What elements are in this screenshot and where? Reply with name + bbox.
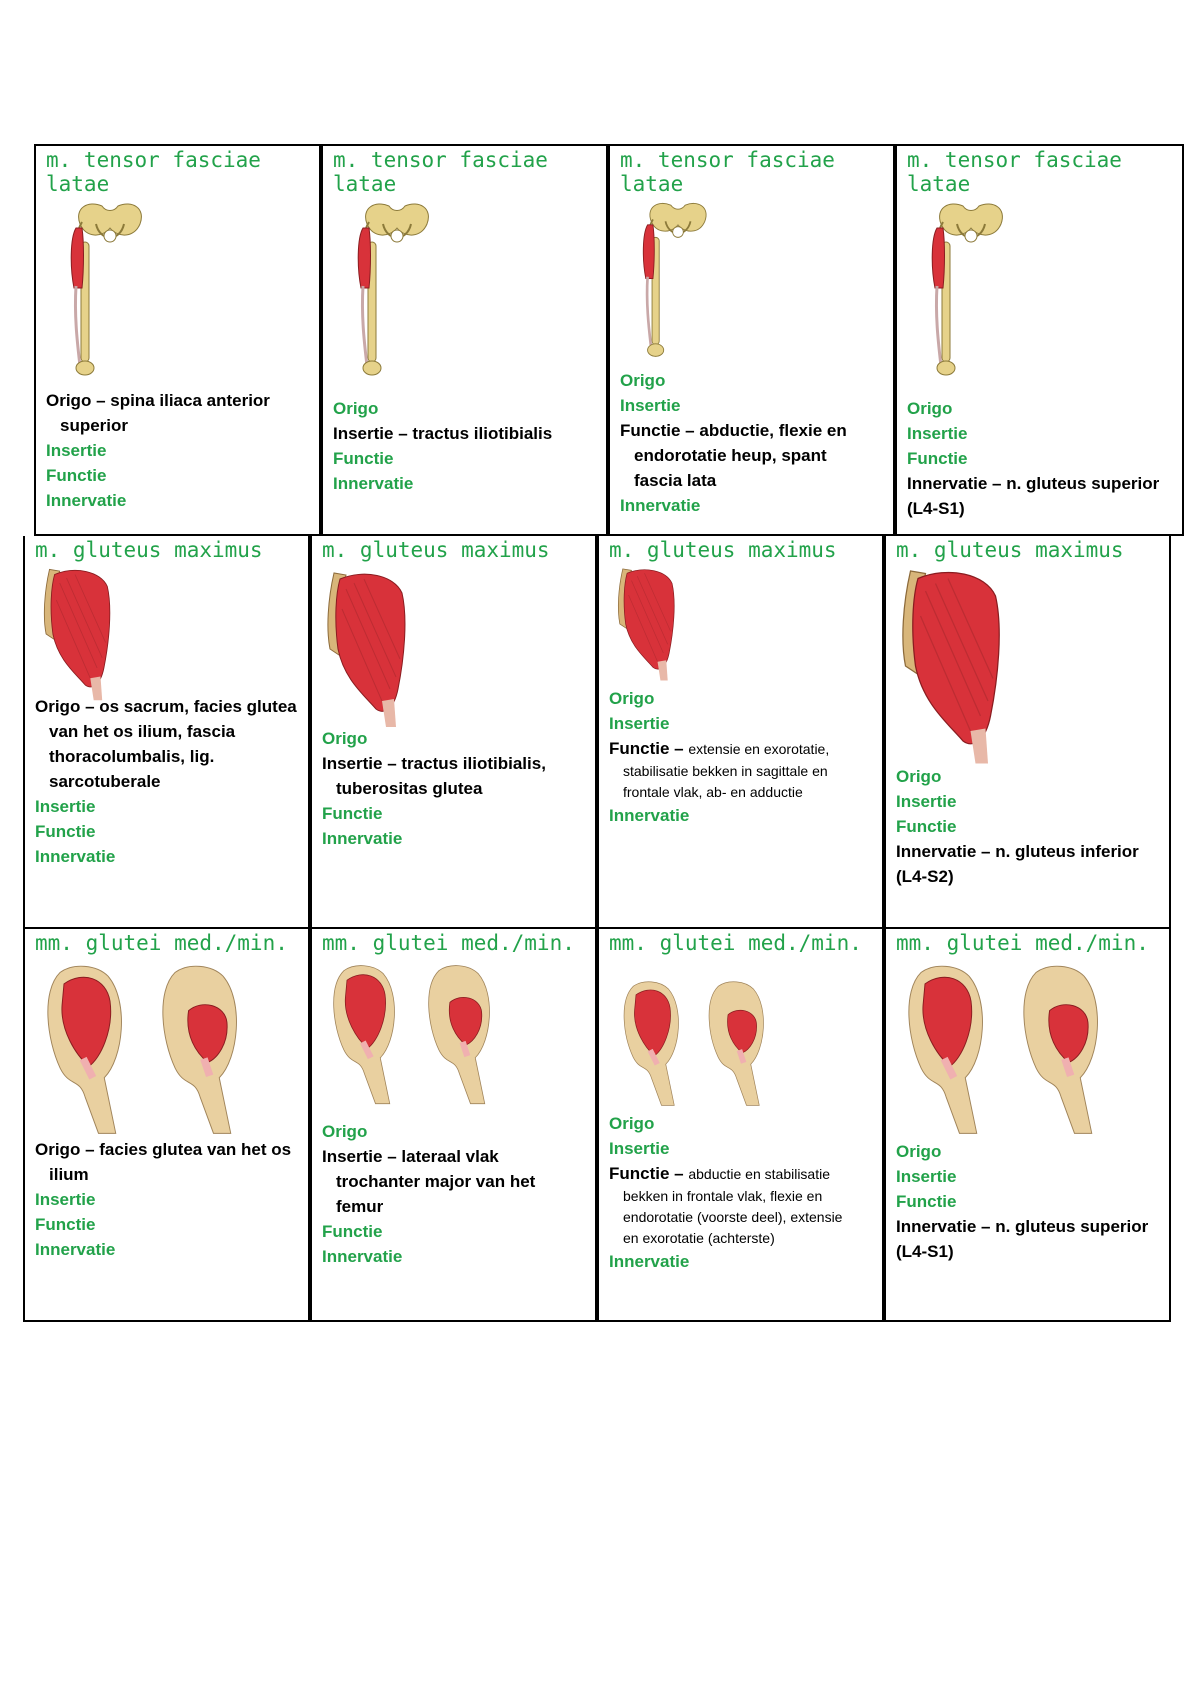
- card-gmax-insertie: m. gluteus maximus Origo Insertie – tractus iliotibialis, tuberositas glutea Functie Innervatie: [310, 536, 597, 929]
- innervatie-line: Innervatie – n. gluteus superior: [907, 474, 1160, 493]
- gluteus-medius-minimus-illustration: [619, 979, 789, 1107]
- card-title: mm. glutei med./min.: [35, 931, 292, 955]
- card-gmax-functie: m. gluteus maximus Origo Insertie Functie – extensie en exorotatie, stabilisatie bekken in sagittale en frontale vlak, ab- en adductie Innervatie: [597, 536, 884, 929]
- insertie-label: Insertie: [609, 1139, 670, 1158]
- origo-label: Origo: [609, 1114, 655, 1133]
- origo-label: Origo: [35, 1140, 81, 1159]
- origo-label: Origo: [896, 767, 942, 786]
- functie-label: Functie: [609, 1164, 670, 1183]
- functie-label: Functie: [333, 449, 394, 468]
- insertie-label: Insertie: [46, 441, 107, 460]
- innervatie-label: Innervatie: [322, 829, 403, 848]
- pelvis-femur-illustration: [915, 198, 1027, 388]
- functie-label: Functie: [322, 804, 383, 823]
- insertie-line: Insertie – lateraal vlak: [322, 1147, 499, 1166]
- innervatie-label: Innervatie: [609, 1252, 690, 1271]
- innervatie-line: Innervatie – n. gluteus inferior: [896, 842, 1139, 861]
- innervatie-label: Innervatie: [333, 474, 414, 493]
- origo-value: spina iliaca anterior: [110, 391, 270, 410]
- gluteus-medius-minimus-illustration: [902, 959, 1132, 1139]
- gluteus-medius-minimus-illustration: [328, 959, 518, 1109]
- gluteus-medius-minimus-illustration: [41, 959, 271, 1139]
- gluteus-maximus-illustration: [37, 566, 147, 702]
- innervatie-value-cont: (L4-S1): [907, 499, 965, 518]
- insertie-label: Insertie: [35, 797, 96, 816]
- insertie-label: Insertie: [907, 424, 968, 443]
- card-tfl-functie: m. tensor fasciae latae Origo Insertie Functie – abductie, flexie en endorotatie heup, spant fascia lata Innervatie: [608, 144, 895, 536]
- innervatie-label: Innervatie: [620, 496, 701, 515]
- functie-label: Functie: [46, 466, 107, 485]
- innervatie-label: Innervatie: [896, 842, 977, 861]
- origo-value-cont: superior: [60, 416, 129, 435]
- pelvis-femur-illustration: [341, 198, 453, 388]
- insertie-label: Insertie: [896, 792, 957, 811]
- innervatie-value: n. gluteus superior: [1006, 474, 1160, 493]
- origo-label: Origo: [322, 1122, 368, 1141]
- functie-label: Functie: [609, 739, 670, 758]
- card-tfl-innervatie: [895, 144, 1184, 536]
- card-title: m. tensor fasciae latae: [46, 148, 265, 196]
- innervatie-label: Innervatie: [35, 847, 116, 866]
- innervatie-label: Innervatie: [896, 1217, 977, 1236]
- functie-label: Functie: [322, 1222, 383, 1241]
- origo-line: Origo – os sacrum, facies glutea: [35, 697, 297, 716]
- functie-line: Functie – extensie en exorotatie,: [609, 739, 830, 758]
- insertie-label: Insertie: [896, 1167, 957, 1186]
- innervatie-value: n. gluteus superior: [995, 1217, 1149, 1236]
- card-title: mm. glutei med./min.: [896, 931, 1153, 955]
- origo-value: facies glutea van het os: [99, 1140, 292, 1159]
- insertie-value: tractus iliotibialis,: [401, 754, 546, 773]
- insertie-label: Insertie: [322, 1147, 383, 1166]
- functie-value: extensie en exorotatie,: [688, 741, 830, 757]
- card-title: m. gluteus maximus: [609, 538, 841, 562]
- insertie-value: tractus iliotibialis: [412, 424, 553, 443]
- innervatie-value: n. gluteus inferior: [995, 842, 1139, 861]
- functie-label: Functie: [35, 1215, 96, 1234]
- functie-line: Functie – abductie en stabilisatie: [609, 1164, 831, 1183]
- innervatie-line: Innervatie – n. gluteus superior: [896, 1217, 1149, 1236]
- functie-label: Functie: [896, 817, 957, 836]
- insertie-label: Insertie: [35, 1190, 96, 1209]
- card-title: m. tensor fasciae latae: [907, 148, 1126, 196]
- gluteus-maximus-illustration: [898, 566, 1048, 766]
- innervatie-label: Innervatie: [907, 474, 988, 493]
- origo-label: Origo: [322, 729, 368, 748]
- card-title: m. gluteus maximus: [322, 538, 554, 562]
- innervatie-label: Innervatie: [609, 806, 690, 825]
- card-title: m. gluteus maximus: [896, 538, 1128, 562]
- origo-label: Origo: [35, 697, 81, 716]
- gluteus-maximus-illustration: [611, 566, 707, 682]
- pelvis-femur-illustration: [628, 198, 728, 368]
- functie-line: Functie – abductie, flexie en: [620, 421, 847, 440]
- functie-label: Functie: [620, 421, 681, 440]
- card-gmed-origo: mm. glutei med./min. Origo – facies glutea van het os ilium Insertie Functie Innervatie: [23, 929, 310, 1322]
- insertie-line: Insertie – tractus iliotibialis,: [322, 754, 546, 773]
- functie-value: abductie en stabilisatie: [688, 1166, 831, 1182]
- card-gmed-innervatie: mm. glutei med./min. Origo Insertie Functie Innervatie – n. gluteus superior (L4-S1): [884, 929, 1171, 1322]
- functie-label: Functie: [35, 822, 96, 841]
- insertie-label: Insertie: [609, 714, 670, 733]
- card-tfl-insertie: [321, 144, 608, 536]
- origo-line: Origo – spina iliaca anterior: [46, 391, 270, 410]
- functie-label: Functie: [896, 1192, 957, 1211]
- card-gmed-functie: mm. glutei med./min. Origo Insertie Functie – abductie en stabilisatie bekken in frontale vlak, flexie en endorotatie (voorste deel), extensie en exorotatie (achterste) Innervatie: [597, 929, 884, 1322]
- card-gmed-insertie: mm. glutei med./min. Origo Insertie – lateraal vlak trochanter major van het femur Functie Innervatie: [310, 929, 597, 1322]
- card-gmax-origo: m. gluteus maximus Origo – os sacrum, facies glutea van het os ilium, fascia thoracolumbalis, lig. sarcotuberale Insertie Functie Innervatie: [23, 536, 310, 929]
- origo-value: os sacrum, facies glutea: [99, 697, 297, 716]
- functie-value: abductie, flexie en: [699, 421, 847, 440]
- card-tfl-origo: [34, 144, 321, 536]
- innervatie-label: Innervatie: [46, 491, 127, 510]
- card-title: m. tensor fasciae latae: [620, 148, 839, 196]
- card-title: m. gluteus maximus: [35, 538, 267, 562]
- origo-label: Origo: [46, 391, 92, 410]
- card-title: mm. glutei med./min.: [609, 931, 866, 955]
- origo-label: Origo: [333, 399, 379, 418]
- card-title: mm. glutei med./min.: [322, 931, 579, 955]
- origo-label: Origo: [896, 1142, 942, 1161]
- insertie-line: Insertie – tractus iliotibialis: [333, 424, 553, 443]
- insertie-value: lateraal vlak: [401, 1147, 499, 1166]
- origo-line: Origo – facies glutea van het os: [35, 1140, 292, 1159]
- insertie-label: Insertie: [322, 754, 383, 773]
- insertie-label: Insertie: [620, 396, 681, 415]
- origo-label: Origo: [609, 689, 655, 708]
- card-title: m. tensor fasciae latae: [333, 148, 552, 196]
- pelvis-femur-illustration: [54, 198, 166, 388]
- gluteus-maximus-illustration: [324, 566, 444, 732]
- origo-label: Origo: [907, 399, 953, 418]
- innervatie-label: Innervatie: [35, 1240, 116, 1259]
- insertie-label: Insertie: [333, 424, 394, 443]
- functie-label: Functie: [907, 449, 968, 468]
- card-gmax-innervatie: m. gluteus maximus Origo Insertie Functie Innervatie – n. gluteus inferior (L4-S2): [884, 536, 1171, 929]
- origo-label: Origo: [620, 371, 666, 390]
- innervatie-label: Innervatie: [322, 1247, 403, 1266]
